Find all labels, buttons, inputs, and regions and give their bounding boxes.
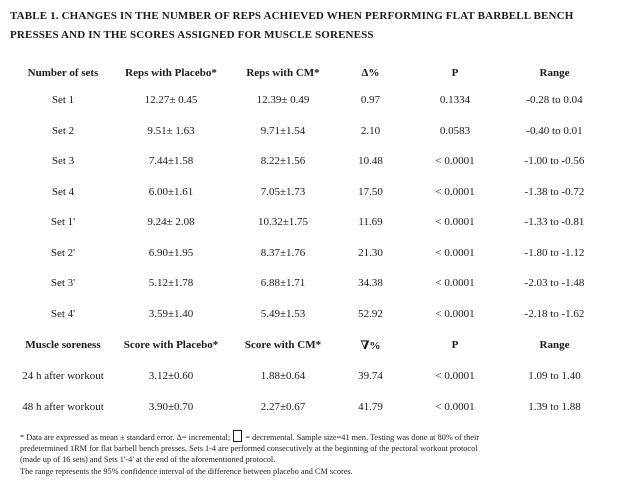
header-delta-percent: Δ%: [361, 66, 380, 79]
footnote-line-1-b: = decremental. Sample size=41 men. Testing was done at 80% of their: [245, 433, 480, 442]
soreness-cell-set: 24 h after workout: [22, 370, 104, 383]
table-title: [10, 7, 615, 45]
reps-cell-placebo: 9.51± 1.63: [147, 124, 195, 137]
reps-cell-range: -1.00 to -0.56: [524, 155, 585, 168]
reps-cell-set: Set 3': [50, 277, 76, 290]
reps-cell-placebo: 6.90±1.95: [148, 246, 194, 259]
header-range: Range: [539, 66, 570, 79]
reps-row: [16, 116, 606, 147]
reps-cell-cm: 12.39± 0.49: [256, 94, 310, 107]
reps-cell-percent: 0.97: [360, 94, 381, 107]
header-nabla-percent: [334, 329, 407, 361]
footnote: [20, 430, 612, 477]
reps-cell-placebo: 3.59±1.40: [148, 307, 194, 320]
reps-cell-percent: 34.38: [358, 277, 383, 290]
reps-cell-p: < 0.0001: [435, 246, 475, 259]
reps-cell-cm: 5.49±1.53: [260, 307, 306, 320]
footnote-line-4: The range represents the 95% confidence interval of the difference between placebo and CM scores.: [20, 466, 353, 476]
reps-cell-cm: 6.88±1.71: [260, 277, 306, 290]
reps-cell-percent: 10.48: [358, 155, 383, 168]
header-reps-placebo: Reps with Placebo*: [125, 66, 217, 79]
header-score-cm: Score with CM*: [244, 339, 322, 351]
header-nabla-percent-label: %: [369, 339, 381, 352]
reps-cell-set: Set 2': [50, 246, 76, 259]
reps-row: [16, 207, 606, 238]
soreness-row: [16, 392, 606, 423]
results-table: [16, 60, 606, 422]
reps-cell-p: < 0.0001: [435, 185, 475, 198]
header-p-soreness: P: [451, 339, 459, 351]
footnote-line-1: [20, 430, 612, 443]
table-title-line-1: TABLE 1. CHANGES IN THE NUMBER OF REPS ACHIEVED WHEN PERFORMING FLAT BARBELL BENCH: [10, 10, 574, 22]
soreness-cell-set: 48 h after workout: [22, 400, 104, 413]
reps-row: [16, 177, 606, 208]
table-title-line-2: PRESSES AND IN THE SCORES ASSIGNED FOR MUSCLE SORENESS: [10, 29, 374, 41]
soreness-cell-percent: 39.74: [358, 370, 383, 383]
reps-row: [16, 268, 606, 299]
reps-cell-p: < 0.0001: [435, 155, 475, 168]
soreness-cell-placebo: 3.90±0.70: [148, 400, 194, 413]
soreness-cell-cm: 1.88±0.64: [260, 370, 306, 383]
header-number-of-sets: Number of sets: [27, 66, 99, 79]
soreness-cell-percent: 41.79: [358, 400, 383, 413]
reps-cell-set: Set 4: [51, 185, 75, 198]
reps-cell-range: -1.33 to -0.81: [524, 216, 585, 229]
footnote-line-2: predetermined 1RM for flat barbell bench presses. Sets 1-4 are performed consecutively at the beginning of the pectoral workout protocol: [20, 444, 478, 454]
reps-cell-placebo: 7.44±1.58: [148, 155, 194, 168]
reps-cell-set: Set 4': [50, 307, 76, 320]
soreness-row: [16, 361, 606, 392]
soreness-cell-cm: 2.27±0.67: [260, 400, 306, 413]
reps-header-row: [16, 60, 606, 85]
reps-cell-placebo: 9.24± 2.08: [147, 216, 195, 229]
reps-row: [16, 85, 606, 116]
reps-cell-set: Set 1: [51, 94, 75, 107]
reps-cell-p: < 0.0001: [435, 307, 475, 320]
reps-cell-range: -2.18 to -1.62: [524, 307, 585, 320]
reps-cell-placebo: 12.27± 0.45: [144, 94, 198, 107]
header-muscle-soreness: Muscle soreness: [25, 339, 101, 351]
nabla-icon: ∇: [360, 337, 370, 352]
header-range-soreness: Range: [539, 339, 570, 351]
footnote-line-1-a: * Data are expressed as mean ± standard error. Δ= incremental;: [20, 433, 231, 442]
soreness-header-row: [16, 329, 606, 361]
reps-cell-percent: 11.69: [358, 216, 383, 229]
reps-row: [16, 238, 606, 269]
reps-cell-range: -1.38 to -0.72: [524, 185, 585, 198]
reps-cell-percent: 21.30: [358, 246, 383, 259]
header-score-placebo: Score with Placebo*: [123, 339, 219, 351]
header-p: P: [451, 66, 459, 79]
nabla-box-icon: [233, 430, 242, 442]
soreness-cell-range: 1.09 to 1.40: [528, 370, 581, 383]
reps-cell-cm: 7.05±1.73: [260, 185, 306, 198]
reps-cell-set: Set 2: [51, 124, 75, 137]
soreness-cell-p: < 0.0001: [435, 400, 475, 413]
reps-cell-p: < 0.0001: [435, 277, 475, 290]
reps-cell-cm: 8.37±1.76: [260, 246, 306, 259]
footnote-line-3: (made up of 16 sets) and Sets 1'-4' at the end of the aforementioned protocol.: [20, 455, 276, 465]
reps-cell-percent: 17.50: [358, 185, 383, 198]
reps-cell-range: -0.40 to 0.01: [526, 124, 583, 137]
reps-cell-set: Set 1': [50, 216, 76, 229]
reps-cell-placebo: 5.12±1.78: [148, 277, 194, 290]
reps-cell-placebo: 6.00±1.61: [148, 185, 194, 198]
header-reps-cm: Reps with CM*: [246, 66, 320, 79]
reps-cell-cm: 8.22±1.56: [260, 155, 306, 168]
reps-cell-p: < 0.0001: [435, 216, 475, 229]
reps-cell-range: -2.03 to -1.48: [524, 277, 585, 290]
reps-row: [16, 146, 606, 177]
reps-cell-range: -1.80 to -1.12: [524, 246, 585, 259]
reps-cell-range: -0.28 to 0.04: [526, 94, 583, 107]
soreness-cell-range: 1.39 to 1.88: [528, 400, 581, 413]
reps-row: [16, 299, 606, 330]
soreness-cell-p: < 0.0001: [435, 370, 475, 383]
reps-cell-p: 0.1334: [439, 94, 471, 107]
reps-cell-cm: 10.32±1.75: [257, 216, 309, 229]
reps-cell-set: Set 3: [51, 155, 75, 168]
reps-cell-cm: 9.71±1.54: [260, 124, 306, 137]
reps-cell-percent: 2.10: [360, 124, 381, 137]
reps-cell-p: 0.0583: [439, 124, 471, 137]
soreness-cell-placebo: 3.12±0.60: [148, 370, 194, 383]
reps-cell-percent: 52.92: [358, 307, 383, 320]
